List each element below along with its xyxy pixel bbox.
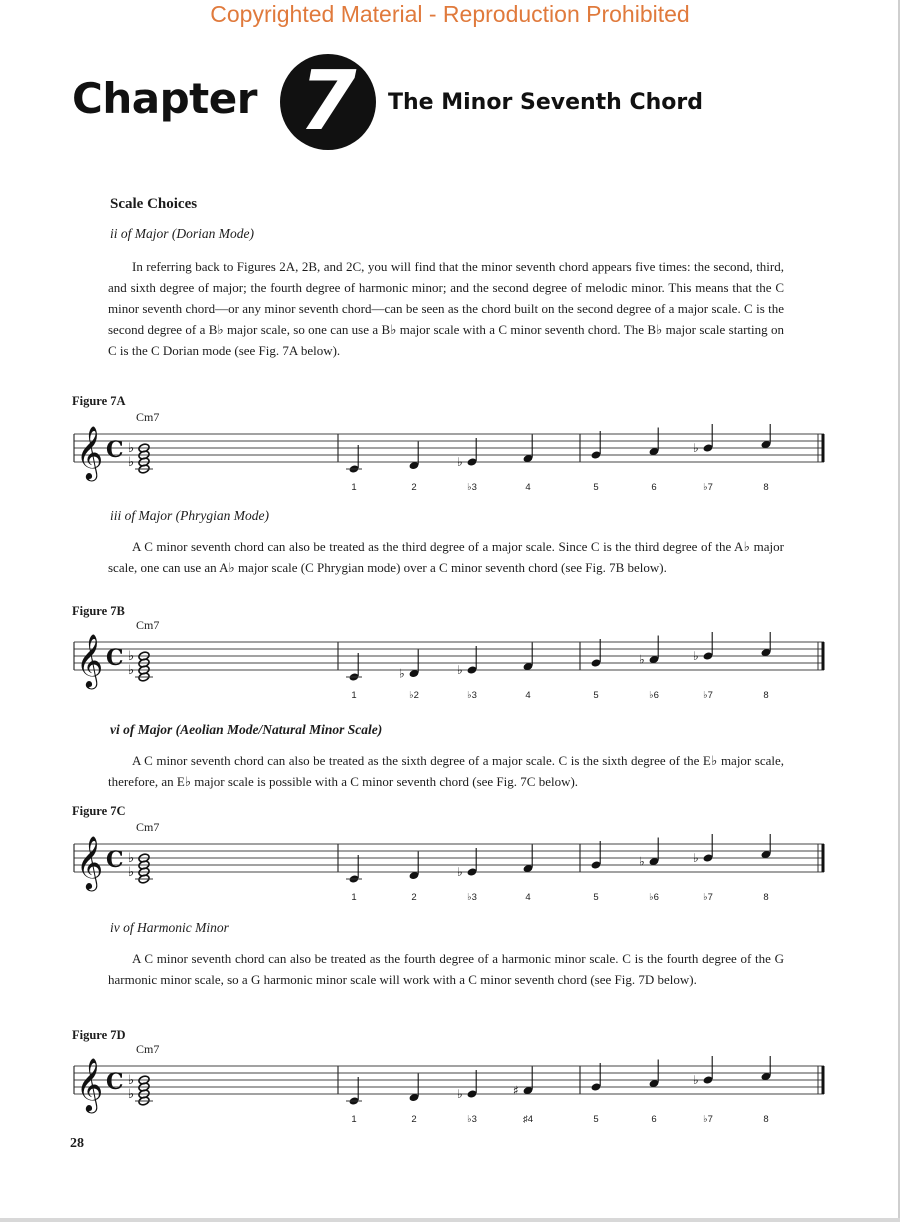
chord-label-7d: Cm7 — [136, 1042, 160, 1056]
flat-accidental: ♭ — [128, 441, 135, 456]
flat-accidental: ♭ — [399, 666, 405, 681]
scale-degree-label: 5 — [593, 690, 599, 701]
scale-degree-label: 4 — [525, 892, 531, 903]
flat-accidental: ♭ — [639, 652, 645, 667]
subheading-phrygian: iii of Major (Phrygian Mode) — [110, 508, 269, 523]
paragraph-phrygian: A C minor seventh chord can also be treated as the third degree of a major scale. Since C is the third degree of the A♭ major scale, one can use an A♭ major scale (C Phrygian mode) over a C minor seventh chord (see Fig. 7B below). — [108, 539, 784, 575]
subheading-harmonic-minor: iv of Harmonic Minor — [110, 920, 229, 935]
page-number: 28 — [70, 1136, 84, 1151]
staff-figure-7b — [72, 632, 832, 702]
scale-degree-label: 4 — [525, 482, 531, 493]
flat-accidental: ♭ — [693, 649, 699, 663]
scale-degree-label: ♯4 — [522, 1114, 534, 1125]
treble-clef-icon: 𝄞 — [76, 835, 104, 889]
section-heading: Scale Choices — [110, 196, 198, 212]
figure-label-7b: Figure 7B — [72, 604, 125, 618]
scale-degree-label: 2 — [411, 482, 417, 493]
scale-degree-label: ♭7 — [703, 690, 713, 701]
chord-label-7a: Cm7 — [136, 410, 160, 424]
figure-label-7a: Figure 7A — [72, 394, 126, 408]
scale-degree-label: ♭7 — [703, 892, 713, 903]
flat-accidental: ♭ — [128, 1073, 135, 1088]
flat-accidental: ♭ — [693, 851, 699, 865]
paragraph-aeolian: A C minor seventh chord can also be treated as the sixth degree of a major scale. C is the sixth degree of the E♭ major scale, therefore, an E♭ major scale is possible with a C minor seventh chord (see Fig. 7C below). — [108, 753, 784, 789]
scale-degree-label: ♭2 — [409, 690, 419, 701]
flat-accidental: ♭ — [128, 649, 135, 664]
chapter-word: Chapter — [72, 74, 257, 123]
scale-degree-label: ♭7 — [703, 482, 713, 493]
flat-accidental: ♭ — [128, 851, 135, 866]
flat-accidental: ♭ — [693, 1073, 699, 1087]
scale-degree-label: ♭6 — [649, 690, 659, 701]
scale-degree-label: 1 — [351, 690, 357, 701]
chapter-title: The Minor Seventh Chord — [388, 90, 704, 115]
sharp-accidental: ♯ — [513, 1083, 519, 1098]
treble-clef-icon: 𝄞 — [76, 1057, 104, 1111]
scale-degree-label: ♭3 — [467, 892, 477, 903]
common-time-icon: C — [106, 645, 124, 671]
scale-degree-label: 8 — [763, 482, 769, 493]
flat-accidental: ♭ — [128, 865, 135, 880]
scale-degree-label: 8 — [763, 892, 769, 903]
scale-degree-label: 6 — [651, 1114, 657, 1125]
scale-degree-label: 5 — [593, 1114, 599, 1125]
scale-degree-label: ♭7 — [703, 1114, 713, 1125]
scale-degree-label: 2 — [411, 892, 417, 903]
flat-accidental: ♭ — [693, 441, 699, 455]
flat-accidental: ♭ — [457, 865, 463, 879]
scale-degree-label: 1 — [351, 1114, 357, 1125]
staff-figure-7d — [72, 1056, 832, 1126]
common-time-icon: C — [106, 1069, 124, 1095]
scale-degree-label: ♭3 — [467, 690, 477, 701]
chord-label-7c: Cm7 — [136, 820, 160, 834]
treble-clef-icon: 𝄞 — [76, 633, 104, 687]
scale-degree-label: 6 — [651, 482, 657, 493]
scale-degree-label: 8 — [763, 690, 769, 701]
scale-degree-label: 1 — [351, 892, 357, 903]
scale-degree-label: ♭6 — [649, 892, 659, 903]
scale-degree-label: ♭3 — [467, 482, 477, 493]
scale-degree-label: 2 — [411, 1114, 417, 1125]
flat-accidental: ♭ — [457, 1087, 463, 1101]
flat-accidental: ♭ — [639, 854, 645, 869]
staff-figure-7a — [72, 424, 832, 494]
chapter-number-badge: 7 — [280, 54, 376, 150]
subheading-dorian: ii of Major (Dorian Mode) — [110, 226, 254, 241]
figure-label-7c: Figure 7C — [72, 804, 126, 818]
flat-accidental: ♭ — [128, 663, 135, 678]
paragraph-dorian: In referring back to Figures 2A, 2B, and 2C, you will find that the minor seventh chord appears five times: the second, third, and sixth degree of major; the fourth degree of harmonic minor; and the second degree of melodic minor. This means that the C minor seventh chord—or any minor seventh chord—can be seen as the chord built on the second degree of a major scale. C is the second degree of a B♭ major scale, so one can use a B♭ major scale with a C minor seventh chord. The B♭ major scale starting on C is the C Dorian mode (see Fig. 7A below). — [108, 259, 784, 358]
copyright-watermark: Copyrighted Material - Reproduction Prohibited — [210, 1, 690, 27]
treble-clef-icon: 𝄞 — [76, 425, 104, 479]
common-time-icon: C — [106, 847, 124, 873]
scale-degree-label: 1 — [351, 482, 357, 493]
scale-degree-label: 5 — [593, 482, 599, 493]
flat-accidental: ♭ — [457, 455, 463, 469]
chord-label-7b: Cm7 — [136, 618, 160, 632]
staff-figure-7c — [72, 834, 832, 904]
scale-degree-label: 4 — [525, 690, 531, 701]
page-edge-bottom — [0, 1218, 900, 1222]
subheading-aeolian: vi of Major (Aeolian Mode/Natural Minor Scale) — [110, 722, 383, 737]
common-time-icon: C — [106, 437, 124, 463]
scale-degree-label: 8 — [763, 1114, 769, 1125]
paragraph-harmonic-minor: A C minor seventh chord can also be treated as the fourth degree of a harmonic minor scale. C is the fourth degree of the G harmonic minor scale, so a G harmonic minor scale will work with a C minor seventh chord (see Fig. 7D below). — [108, 951, 784, 987]
figure-label-7d: Figure 7D — [72, 1028, 126, 1042]
scale-degree-label: ♭3 — [467, 1114, 477, 1125]
flat-accidental: ♭ — [128, 1087, 135, 1102]
scale-degree-label: 5 — [593, 892, 599, 903]
flat-accidental: ♭ — [457, 663, 463, 677]
flat-accidental: ♭ — [128, 455, 135, 470]
